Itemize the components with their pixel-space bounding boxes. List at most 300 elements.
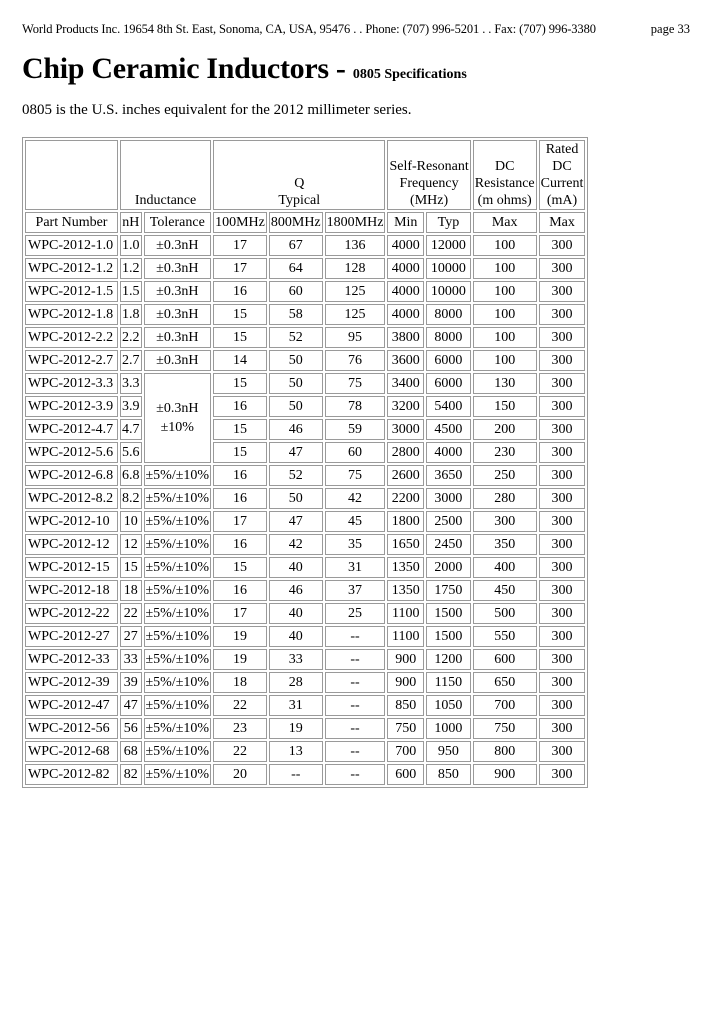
table-body [25,235,585,785]
part-number-cell: WPC-2012-56 [25,718,118,739]
q-1800mhz-cell: 95 [325,327,386,348]
current-header-line1: Rated [545,142,579,157]
table-row [25,373,585,394]
srf-typ-cell: 950 [426,741,471,762]
q-100mhz-cell: 16 [213,465,267,486]
srf-typ-cell: 2000 [426,557,471,578]
srf-min-cell: 4000 [387,304,424,325]
srf-min-cell: 2200 [387,488,424,509]
q-header-label: Q [294,176,305,191]
q-100mhz-cell: 15 [213,304,267,325]
srf-typ-cell: 3000 [426,488,471,509]
srf-header-unit: (MHz) [410,193,449,208]
srf-typ-cell: 1050 [426,695,471,716]
part-number-cell: WPC-2012-5.6 [25,442,118,463]
table-row [25,764,585,785]
srf-min-cell: 3000 [387,419,424,440]
part-number-cell: WPC-2012-39 [25,672,118,693]
current-group-header [539,140,586,210]
part-number-cell: WPC-2012-1.5 [25,281,118,302]
table-row [25,304,585,325]
table-row [25,672,585,693]
table-row [25,580,585,601]
tolerance-merged-line2: ±10% [160,420,194,435]
table-row [25,603,585,624]
q-800mhz-cell: 50 [269,396,323,417]
q-group-header [213,140,385,210]
current-max-cell: 300 [539,419,586,440]
srf-min-cell: 1800 [387,511,424,532]
srf-min-cell: 2800 [387,442,424,463]
inductance-nh-cell: 56 [120,718,142,739]
part-number-cell: WPC-2012-2.2 [25,327,118,348]
tolerance-cell: ±5%/±10% [144,557,212,578]
current-max-cell: 300 [539,442,586,463]
q-1800mhz-cell: 25 [325,603,386,624]
srf-min-cell: 4000 [387,258,424,279]
table-row [25,258,585,279]
q-100mhz-cell: 20 [213,764,267,785]
srf-group-header [387,140,470,210]
srf-typ-cell: 5400 [426,396,471,417]
srf-typ-cell: 8000 [426,327,471,348]
column-header-srf-typ: Typ [426,212,471,233]
inductance-nh-cell: 18 [120,580,142,601]
srf-min-cell: 3600 [387,350,424,371]
current-max-cell: 300 [539,511,586,532]
part-number-cell: WPC-2012-68 [25,741,118,762]
table-row [25,350,585,371]
dcr-max-cell: 450 [473,580,537,601]
srf-min-cell: 2600 [387,465,424,486]
inductance-nh-cell: 3.9 [120,396,142,417]
inductance-nh-cell: 12 [120,534,142,555]
table-row [25,281,585,302]
inductance-nh-cell: 1.2 [120,258,142,279]
q-100mhz-cell: 17 [213,603,267,624]
current-max-cell: 300 [539,281,586,302]
q-100mhz-cell: 19 [213,626,267,647]
q-1800mhz-cell: -- [325,718,386,739]
q-800mhz-cell: 52 [269,327,323,348]
srf-min-cell: 3200 [387,396,424,417]
dcr-header-line2: Resistance [474,176,535,191]
current-max-cell: 300 [539,695,586,716]
dcr-max-cell: 200 [473,419,537,440]
dcr-max-cell: 550 [473,626,537,647]
srf-typ-cell: 1000 [426,718,471,739]
dcr-max-cell: 100 [473,258,537,279]
q-1800mhz-cell: 128 [325,258,386,279]
tolerance-merged-cell [144,373,212,463]
current-max-cell: 300 [539,672,586,693]
q-1800mhz-cell: 125 [325,304,386,325]
srf-min-cell: 1100 [387,626,424,647]
page-title [22,48,467,96]
tolerance-cell: ±0.3nH [144,350,212,371]
q-1800mhz-cell: -- [325,649,386,670]
q-100mhz-cell: 15 [213,373,267,394]
table-row [25,649,585,670]
q-800mhz-cell: 47 [269,511,323,532]
table-row [25,488,585,509]
q-100mhz-cell: 22 [213,695,267,716]
dcr-max-cell: 300 [473,511,537,532]
current-max-cell: 300 [539,603,586,624]
srf-min-cell: 4000 [387,235,424,256]
inductance-nh-cell: 27 [120,626,142,647]
inductance-nh-cell: 4.7 [120,419,142,440]
q-800mhz-cell: 19 [269,718,323,739]
table-row [25,419,585,440]
dcr-max-cell: 600 [473,649,537,670]
dcr-header-line1: DC [494,159,515,174]
part-number-cell: WPC-2012-27 [25,626,118,647]
part-number-cell: WPC-2012-1.2 [25,258,118,279]
q-800mhz-cell: 50 [269,350,323,371]
inductance-nh-cell: 10 [120,511,142,532]
current-max-cell: 300 [539,580,586,601]
table-row [25,534,585,555]
srf-typ-cell: 1150 [426,672,471,693]
dcr-max-cell: 130 [473,373,537,394]
current-max-cell: 300 [539,741,586,762]
title-subtitle: 0805 Specifications [352,67,467,82]
part-number-cell: WPC-2012-1.0 [25,235,118,256]
current-max-cell: 300 [539,718,586,739]
dcr-max-cell: 280 [473,488,537,509]
inductance-nh-cell: 1.8 [120,304,142,325]
current-max-cell: 300 [539,350,586,371]
srf-typ-cell: 6000 [426,350,471,371]
q-1800mhz-cell: -- [325,764,386,785]
dcr-max-cell: 100 [473,235,537,256]
q-1800mhz-cell: -- [325,741,386,762]
tolerance-cell: ±5%/±10% [144,465,212,486]
table-row [25,327,585,348]
q-1800mhz-cell: 35 [325,534,386,555]
q-1800mhz-cell: 37 [325,580,386,601]
q-800mhz-cell: 67 [269,235,323,256]
q-800mhz-cell: 50 [269,488,323,509]
current-max-cell: 300 [539,649,586,670]
q-1800mhz-cell: -- [325,695,386,716]
intro-text: 0805 is the U.S. inches equivalent for the 2012 millimeter series. [22,102,412,118]
group-header-row [25,140,585,210]
q-800mhz-cell: 28 [269,672,323,693]
table-row [25,396,585,417]
dcr-max-cell: 150 [473,396,537,417]
part-number-cell: WPC-2012-4.7 [25,419,118,440]
tolerance-cell: ±5%/±10% [144,580,212,601]
inductance-nh-cell: 33 [120,649,142,670]
tolerance-cell: ±0.3nH [144,258,212,279]
tolerance-cell: ±5%/±10% [144,511,212,532]
q-800mhz-cell: 40 [269,626,323,647]
q-1800mhz-cell: -- [325,672,386,693]
q-100mhz-cell: 17 [213,235,267,256]
q-800mhz-cell: 60 [269,281,323,302]
column-header-tolerance: Tolerance [144,212,212,233]
inductance-nh-cell: 2.2 [120,327,142,348]
column-header-current-max: Max [539,212,586,233]
srf-typ-cell: 1500 [426,603,471,624]
part-number-cell: WPC-2012-82 [25,764,118,785]
dcr-max-cell: 700 [473,695,537,716]
q-typical-label: Typical [278,193,321,208]
srf-typ-cell: 2500 [426,511,471,532]
inductance-header-label: Inductance [134,193,197,208]
table-row [25,465,585,486]
inductance-nh-cell: 5.6 [120,442,142,463]
q-1800mhz-cell: 75 [325,373,386,394]
q-800mhz-cell: 64 [269,258,323,279]
title-main: Chip Ceramic Inductors - [22,52,353,85]
part-number-cell: WPC-2012-10 [25,511,118,532]
srf-min-cell: 1650 [387,534,424,555]
q-1800mhz-cell: 45 [325,511,386,532]
srf-min-cell: 1350 [387,580,424,601]
tolerance-cell: ±5%/±10% [144,603,212,624]
dcr-max-cell: 750 [473,718,537,739]
q-1800mhz-cell: 75 [325,465,386,486]
q-100mhz-cell: 19 [213,649,267,670]
dcr-max-cell: 900 [473,764,537,785]
part-number-cell: WPC-2012-1.8 [25,304,118,325]
inductance-nh-cell: 47 [120,695,142,716]
part-number-cell: WPC-2012-33 [25,649,118,670]
q-800mhz-cell: 58 [269,304,323,325]
tolerance-cell: ±5%/±10% [144,626,212,647]
q-800mhz-cell: 13 [269,741,323,762]
table-row [25,626,585,647]
q-1800mhz-cell: -- [325,626,386,647]
page-number: page 33 [650,22,690,36]
srf-min-cell: 900 [387,672,424,693]
q-1800mhz-cell: 31 [325,557,386,578]
column-header-dcr-max: Max [473,212,537,233]
srf-min-cell: 750 [387,718,424,739]
part-number-cell: WPC-2012-3.9 [25,396,118,417]
current-header-line2: DC [552,159,572,174]
current-max-cell: 300 [539,534,586,555]
q-100mhz-cell: 15 [213,419,267,440]
current-max-cell: 300 [539,764,586,785]
table-row [25,741,585,762]
q-100mhz-cell: 23 [213,718,267,739]
tolerance-cell: ±0.3nH [144,327,212,348]
column-header-srf-min: Min [387,212,424,233]
current-max-cell: 300 [539,557,586,578]
current-max-cell: 300 [539,258,586,279]
q-800mhz-cell: 52 [269,465,323,486]
q-100mhz-cell: 15 [213,557,267,578]
current-max-cell: 300 [539,304,586,325]
part-number-group-header [25,140,118,210]
current-header-line3: Current [540,176,584,191]
q-1800mhz-cell: 42 [325,488,386,509]
srf-typ-cell: 10000 [426,258,471,279]
inductance-nh-cell: 68 [120,741,142,762]
specifications-table [22,137,588,788]
table-row [25,695,585,716]
inductance-nh-cell: 82 [120,764,142,785]
dcr-max-cell: 100 [473,281,537,302]
q-1800mhz-cell: 78 [325,396,386,417]
column-header-part-number: Part Number [25,212,118,233]
table-row [25,718,585,739]
tolerance-cell: ±0.3nH [144,281,212,302]
table-row [25,442,585,463]
q-800mhz-cell: 46 [269,419,323,440]
table-row [25,557,585,578]
srf-typ-cell: 8000 [426,304,471,325]
tolerance-cell: ±5%/±10% [144,764,212,785]
q-100mhz-cell: 16 [213,488,267,509]
q-100mhz-cell: 16 [213,534,267,555]
q-100mhz-cell: 22 [213,741,267,762]
q-100mhz-cell: 17 [213,511,267,532]
part-number-cell: WPC-2012-8.2 [25,488,118,509]
inductance-nh-cell: 8.2 [120,488,142,509]
inductance-nh-cell: 6.8 [120,465,142,486]
tolerance-cell: ±5%/±10% [144,488,212,509]
column-header-q-800mhz: 800MHz [269,212,323,233]
q-1800mhz-cell: 76 [325,350,386,371]
srf-min-cell: 3400 [387,373,424,394]
current-max-cell: 300 [539,373,586,394]
q-100mhz-cell: 14 [213,350,267,371]
srf-min-cell: 700 [387,741,424,762]
srf-typ-cell: 1750 [426,580,471,601]
srf-min-cell: 1350 [387,557,424,578]
part-number-cell: WPC-2012-18 [25,580,118,601]
srf-header-line1: Self-Resonant [389,159,469,174]
current-max-cell: 300 [539,235,586,256]
part-number-cell: WPC-2012-22 [25,603,118,624]
dcr-max-cell: 350 [473,534,537,555]
dcr-max-cell: 100 [473,327,537,348]
current-max-cell: 300 [539,626,586,647]
inductance-nh-cell: 1.5 [120,281,142,302]
q-1800mhz-cell: 125 [325,281,386,302]
q-800mhz-cell: 40 [269,603,323,624]
srf-min-cell: 900 [387,649,424,670]
q-100mhz-cell: 17 [213,258,267,279]
q-800mhz-cell: 40 [269,557,323,578]
part-number-cell: WPC-2012-2.7 [25,350,118,371]
tolerance-merged-line1: ±0.3nH [156,401,199,416]
tolerance-cell: ±5%/±10% [144,672,212,693]
srf-typ-cell: 3650 [426,465,471,486]
q-100mhz-cell: 15 [213,327,267,348]
inductance-nh-cell: 22 [120,603,142,624]
tolerance-cell: ±5%/±10% [144,695,212,716]
inductance-nh-cell: 2.7 [120,350,142,371]
srf-min-cell: 4000 [387,281,424,302]
q-100mhz-cell: 16 [213,396,267,417]
column-header-row [25,212,585,233]
part-number-cell: WPC-2012-47 [25,695,118,716]
q-800mhz-cell: 33 [269,649,323,670]
srf-typ-cell: 4500 [426,419,471,440]
q-1800mhz-cell: 59 [325,419,386,440]
q-100mhz-cell: 16 [213,281,267,302]
srf-typ-cell: 10000 [426,281,471,302]
srf-typ-cell: 2450 [426,534,471,555]
tolerance-cell: ±0.3nH [144,304,212,325]
column-header-q-1800mhz: 1800MHz [325,212,386,233]
q-100mhz-cell: 15 [213,442,267,463]
srf-typ-cell: 850 [426,764,471,785]
q-800mhz-cell: 50 [269,373,323,394]
tolerance-cell: ±5%/±10% [144,649,212,670]
part-number-cell: WPC-2012-15 [25,557,118,578]
srf-min-cell: 600 [387,764,424,785]
dcr-group-header [473,140,537,210]
part-number-cell: WPC-2012-12 [25,534,118,555]
current-header-unit: (mA) [546,193,578,208]
q-100mhz-cell: 18 [213,672,267,693]
tolerance-cell: ±5%/±10% [144,741,212,762]
table-row [25,235,585,256]
srf-typ-cell: 1200 [426,649,471,670]
srf-typ-cell: 4000 [426,442,471,463]
dcr-header-unit: (m ohms) [477,193,532,208]
srf-min-cell: 3800 [387,327,424,348]
current-max-cell: 300 [539,465,586,486]
q-1800mhz-cell: 60 [325,442,386,463]
dcr-max-cell: 650 [473,672,537,693]
q-1800mhz-cell: 136 [325,235,386,256]
tolerance-cell: ±5%/±10% [144,534,212,555]
inductance-group-header [120,140,211,210]
dcr-max-cell: 500 [473,603,537,624]
dcr-max-cell: 100 [473,304,537,325]
inductance-nh-cell: 39 [120,672,142,693]
srf-header-line2: Frequency [399,176,459,191]
q-800mhz-cell: 42 [269,534,323,555]
dcr-max-cell: 230 [473,442,537,463]
column-header-nh: nH [120,212,142,233]
q-800mhz-cell: 46 [269,580,323,601]
company-contact-line: World Products Inc. 19654 8th St. East, Sonoma, CA, USA, 95476 . . Phone: (707) 996-5201 . . Fax: (707) 996-3380 [22,22,596,36]
dcr-max-cell: 100 [473,350,537,371]
srf-min-cell: 850 [387,695,424,716]
srf-min-cell: 1100 [387,603,424,624]
tolerance-cell: ±0.3nH [144,235,212,256]
current-max-cell: 300 [539,488,586,509]
dcr-max-cell: 400 [473,557,537,578]
page-header [22,20,690,38]
q-800mhz-cell: 31 [269,695,323,716]
column-header-q-100mhz: 100MHz [213,212,267,233]
srf-typ-cell: 12000 [426,235,471,256]
table-row [25,511,585,532]
part-number-cell: WPC-2012-3.3 [25,373,118,394]
dcr-max-cell: 800 [473,741,537,762]
tolerance-cell: ±5%/±10% [144,718,212,739]
part-number-cell: WPC-2012-6.8 [25,465,118,486]
q-800mhz-cell: 47 [269,442,323,463]
table-header [25,140,585,233]
inductance-nh-cell: 1.0 [120,235,142,256]
srf-typ-cell: 1500 [426,626,471,647]
current-max-cell: 300 [539,327,586,348]
inductance-nh-cell: 3.3 [120,373,142,394]
q-800mhz-cell: -- [269,764,323,785]
dcr-max-cell: 250 [473,465,537,486]
